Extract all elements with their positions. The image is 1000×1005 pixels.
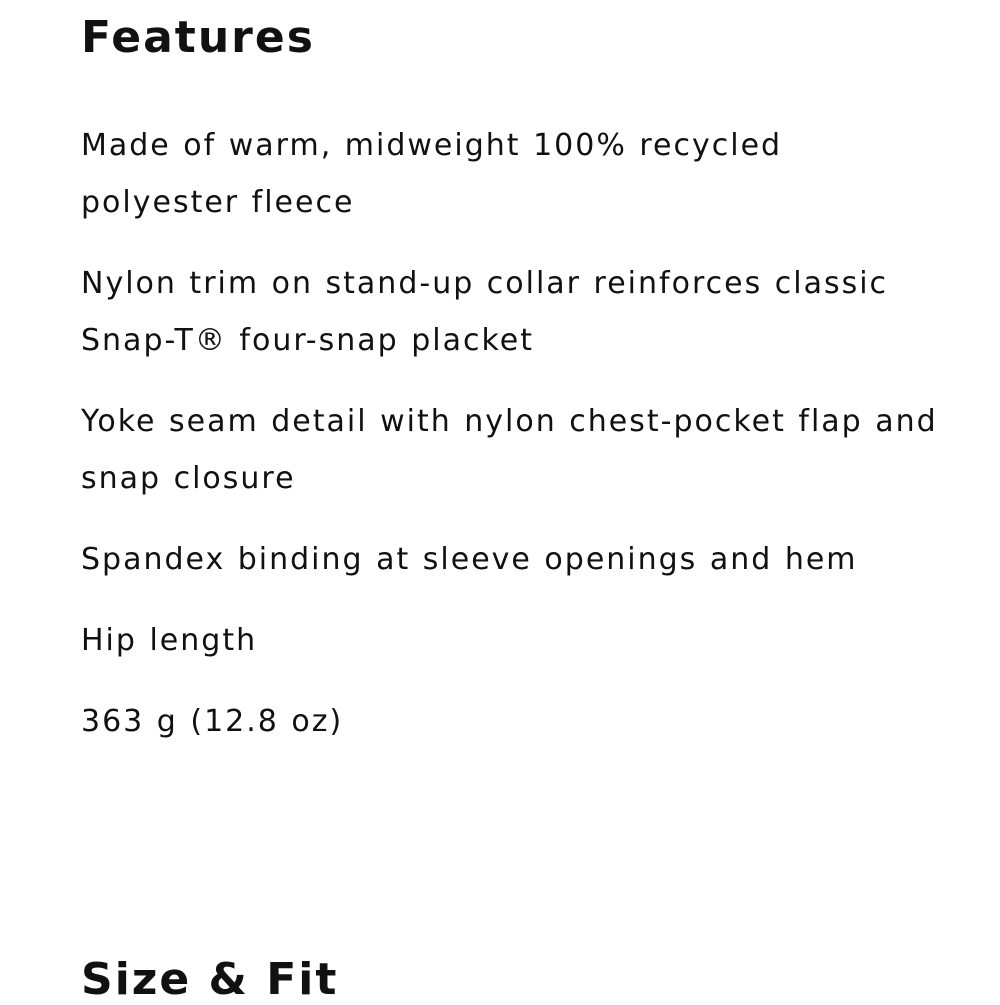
- feature-item-weight: 363 g (12.8 oz): [81, 704, 344, 739]
- features-list: [81, 117, 941, 774]
- feature-item-collar: Nylon trim on stand-up collar reinforces classic Snap-T® four-snap placket: [81, 266, 889, 358]
- size-fit-heading[interactable]: Size & Fit: [81, 954, 339, 1005]
- feature-item-pocket: Yoke seam detail with nylon chest-pocket flap and snap closure: [81, 404, 938, 496]
- feature-item-length: Hip length: [81, 623, 258, 658]
- feature-item-material: Made of warm, midweight 100% recycled polyester fleece: [81, 128, 783, 220]
- feature-item-binding: Spandex binding at sleeve openings and hem: [81, 542, 858, 577]
- features-heading: Features: [81, 12, 315, 63]
